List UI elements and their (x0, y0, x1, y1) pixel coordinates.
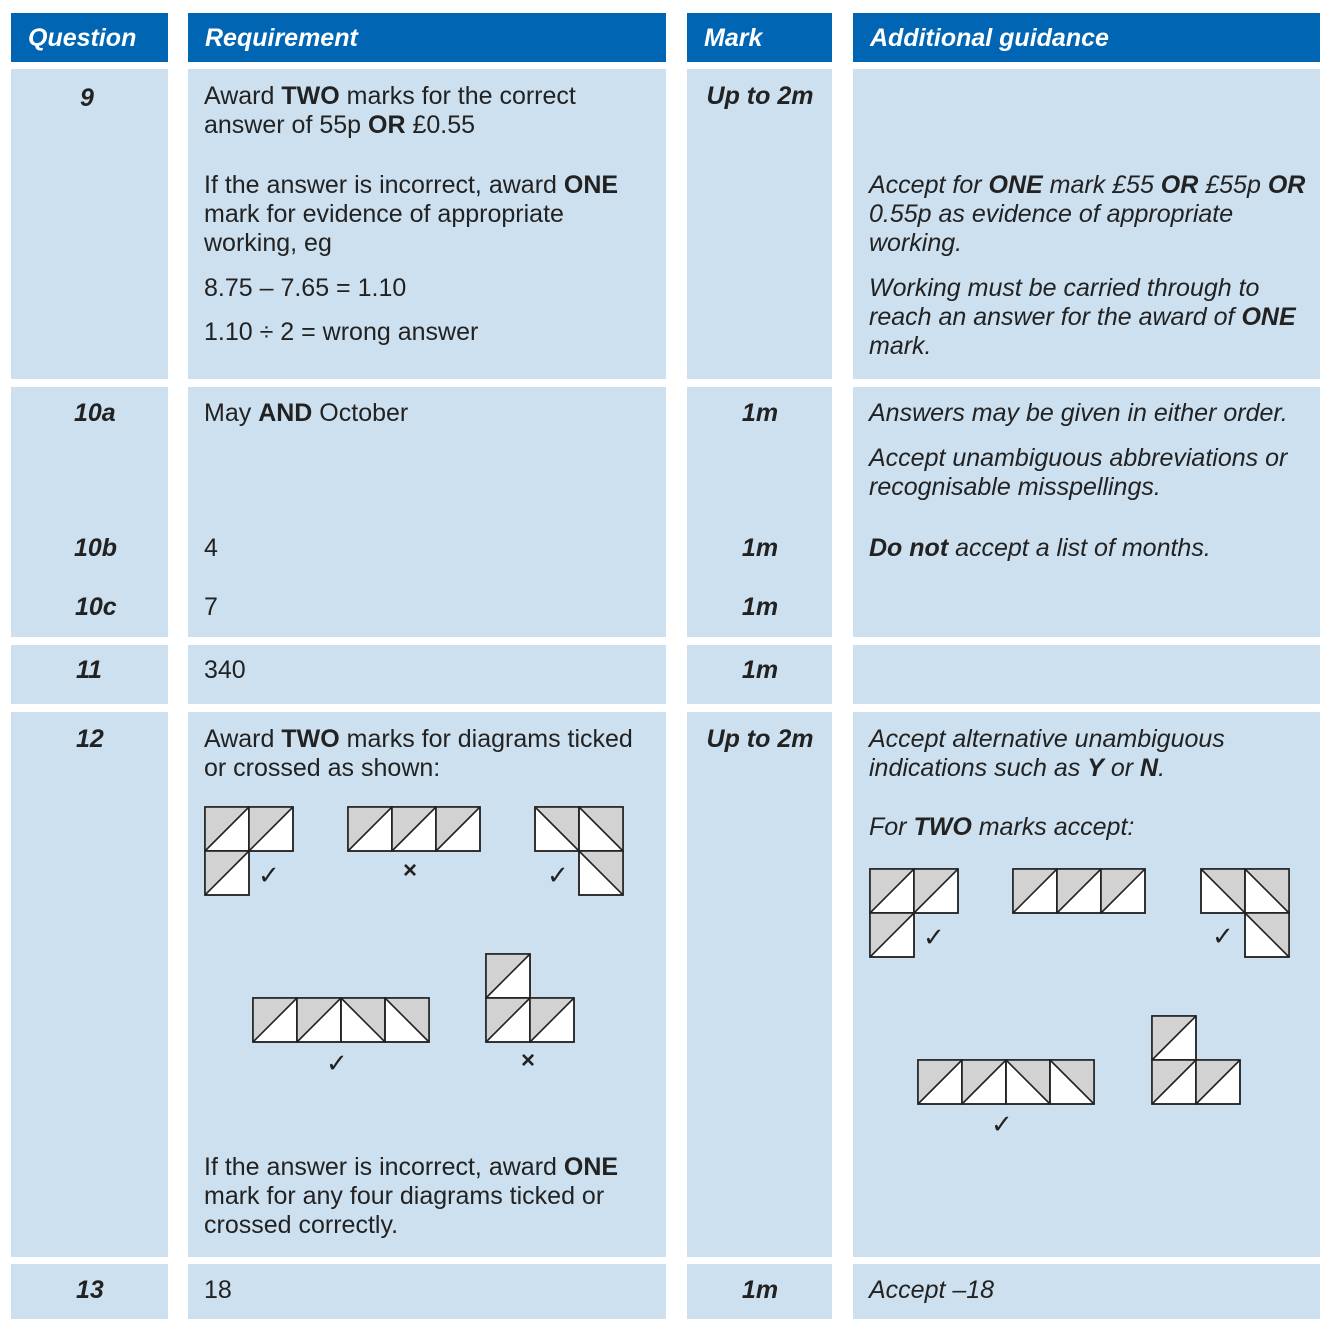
mark-value: 1m (741, 534, 779, 562)
mark-value: 1m (741, 399, 779, 427)
guidance-text: Accept alternative unambiguous indications such as Y or N. (869, 725, 1225, 782)
requirement-text: Award TWO marks for diagrams ticked or crossed as shown: (204, 725, 633, 782)
requirement-text: If the answer is incorrect, award ONE mark for evidence of appropriate working, eg (204, 171, 619, 257)
question-number: 9 (80, 84, 94, 112)
guidance-text: Accept unambiguous abbreviations or recognisable misspellings. (869, 444, 1288, 501)
guidance-text: Working must be carried through to reach an answer for the award of ONE mark. (869, 274, 1296, 360)
question-number: 10a (74, 399, 116, 427)
requirement-text: 340 (204, 656, 246, 684)
diagram-row-three (347, 806, 481, 852)
requirement-text: 7 (204, 593, 218, 621)
question-number: 13 (76, 1276, 104, 1304)
question-number: 11 (76, 656, 102, 684)
requirement-text: Award TWO marks for the correct answer of 55p OR £0.55 (204, 82, 576, 139)
diagram-l-shape (204, 806, 294, 896)
mark-value: 1m (741, 656, 779, 684)
requirement-text: May AND October (204, 399, 409, 427)
question-number: 10c (75, 593, 117, 621)
diagram-row-four (252, 997, 430, 1043)
diagram-l-shape (869, 868, 959, 958)
tick-mark: ✓ (258, 860, 280, 890)
guidance-text: For TWO marks accept: (869, 813, 1135, 841)
working-line: 8.75 – 7.65 = 1.10 (204, 274, 407, 302)
mark-value: Up to 2m (706, 82, 814, 110)
guidance-text: Do not accept a list of months. (869, 534, 1211, 562)
header-guidance: Additional guidance (853, 13, 1320, 62)
requirement-text: If the answer is incorrect, award ONE mark for any four diagrams ticked or crossed correctly. (204, 1153, 619, 1239)
tick-mark: ✓ (923, 922, 945, 952)
mark-value: Up to 2m (706, 725, 814, 753)
cross-mark: × (521, 1047, 536, 1074)
working-line: 1.10 ÷ 2 = wrong answer (204, 318, 479, 346)
diagram-row-four (917, 1059, 1095, 1105)
header-mark: Mark (687, 13, 832, 62)
question-number: 10b (74, 534, 118, 562)
question-number: 12 (76, 725, 104, 753)
tick-mark: ✓ (1212, 921, 1234, 951)
guidance-text: Accept –18 (869, 1276, 995, 1304)
requirement-text: 18 (204, 1276, 232, 1304)
guidance-text: Accept for ONE mark £55 OR £55p OR 0.55p as evidence of appropriate working. (869, 171, 1306, 257)
mark-value: 1m (741, 1276, 779, 1304)
guidance-text: Answers may be given in either order. (869, 399, 1288, 427)
header-requirement: Requirement (188, 13, 666, 62)
requirement-text: 4 (204, 534, 218, 562)
header-question: Question (11, 13, 168, 62)
diagram-row-three (1012, 868, 1146, 914)
diagram-step-shape (485, 953, 575, 1043)
diagram-step-shape (1151, 1015, 1241, 1105)
cross-mark: × (403, 857, 418, 884)
tick-mark: ✓ (326, 1048, 348, 1078)
mark-value: 1m (741, 593, 779, 621)
tick-mark: ✓ (991, 1109, 1013, 1139)
tick-mark: ✓ (547, 860, 569, 890)
